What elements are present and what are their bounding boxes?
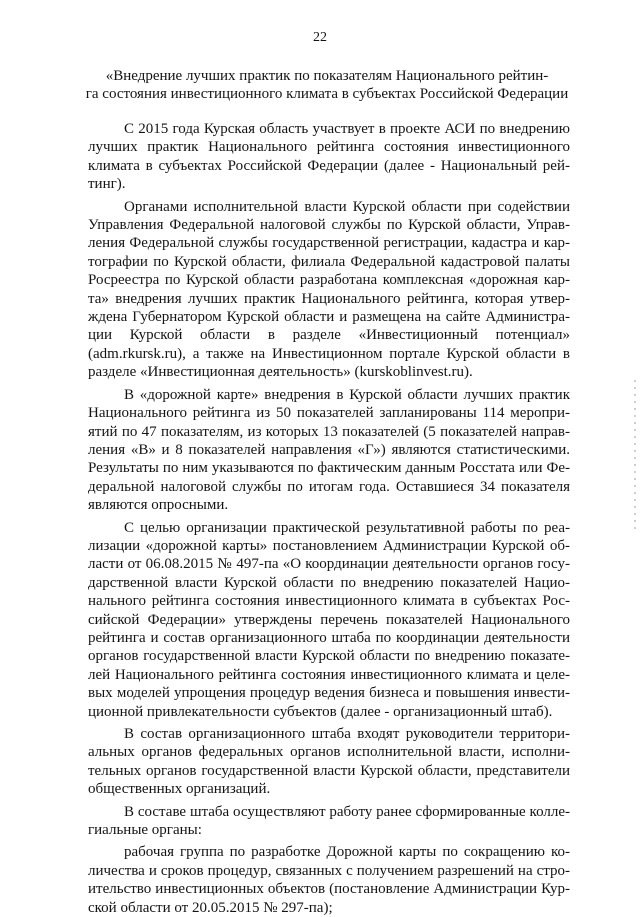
text-line: ции Курской области в разделе «Инвестиционный потенциал» [88,327,570,344]
paragraph [88,725,570,799]
paragraph [88,120,570,194]
title-line: «Внедрение лучших практик по показателям Национального рейтин- [105,68,549,84]
text-line: В состав организационного штаба входят руководители территори- [124,726,570,742]
text-line: С 2015 года Курская область участвует в проекте АСИ по внедрению [124,121,570,137]
text-line: лей Национального рейтинга состояния инвестиционного климата и целе- [88,666,570,683]
text-line: разделе «Инвестиционная деятельность» (kurskoblinvest.ru). [88,364,473,381]
text-line: дарственной власти Курской области по внедрению показателей Нацио- [88,574,570,591]
text-line: климата в субъектах Российской Федерации (далее - Национальный рей- [88,157,570,174]
text-line: ласти от 06.08.2015 № 497-па «О координации деятельности органов госу- [88,556,570,573]
text-line: тинг). [88,176,126,193]
text-line: ления Федеральной службы государственной регистрации, кадастра и кар- [88,235,570,252]
text-line: Росреестра по Курской области разработана комплексная «дорожная кар- [88,272,570,289]
text-line: гиальные органы: [88,822,202,839]
text-line: В составе штаба осуществляют работу ранее сформированные колле- [124,803,570,820]
text-line: лучших практик Национального рейтинга состояния инвестиционного [88,139,570,156]
text-line: ительство инвестиционных объектов (постановление Администрации Кур- [88,881,570,898]
text-line: нального рейтинга состояния инвестиционного климата в субъектах Рос- [88,593,570,610]
document-body [88,120,570,917]
text-line: рейтинга и состав организационного штаба по координации деятельности [88,629,570,646]
text-line: ления «В» и 8 показателей направления «Г») являются статистическими. [88,441,570,458]
scan-edge-mark [634,380,636,530]
paragraph [88,803,570,840]
text-line: Национального рейтинга из 50 показателей запланированы 114 меропри- [88,405,570,422]
text-line: вых моделей упрощения процедур ведения бизнеса и повышения инвести- [88,685,570,702]
text-line: деральной налоговой службы по итогам года. Оставшиеся 34 показателя [88,478,570,495]
section-title [72,67,582,103]
text-line: ционной привлекательности субъектов (далее - организационный штаб). [88,703,553,720]
text-line: сийской Федерации» утверждены перечень показателей Национального [88,611,570,628]
text-line: являются опросными. [88,497,229,514]
paragraph [88,843,570,917]
text-line: Органами исполнительной власти Курской области при содействии [124,198,570,215]
text-line: ждена Губернатором Курской области и размещена на сайте Администра- [88,309,570,326]
text-line: лизации «дорожной карты» постановлением Администрации Курской об- [88,537,570,554]
text-line: рабочая группа по разработке Дорожной карты по сокращению ко- [124,844,570,861]
paragraph [88,519,570,721]
text-line: ятий по 47 показателям, из которых 13 показателей (5 показателей направ- [88,423,570,440]
text-line: (adm.rkursk.ru), а также на Инвестиционном портале Курской области в [88,345,570,362]
text-line: тельных органов государственной власти Курской области, представители [88,762,570,779]
text-line: В «дорожной карте» внедрения в Курской области лучших практик [124,386,570,403]
paragraph [88,198,570,382]
text-line: общественных организаций. [88,781,271,798]
title-line: га состояния инвестиционного климата в субъектах Российской Федерации [85,86,569,102]
text-line: органов государственной власти Курской области по внедрению показате- [88,648,570,665]
text-line: тографии по Курской области, филиала Федеральной кадастровой палаты [88,253,570,270]
text-line: личества и сроков процедур, связанных с получением разрешений на стро- [88,862,570,879]
page-number: 22 [313,30,327,45]
text-line: ской области от 20.05.2015 № 297-па); [88,899,333,916]
text-line: С целью организации практической результативной работы по реа- [124,519,570,536]
paragraph [88,386,570,515]
text-line: Результаты по ним указываются по фактическим данным Росстата или Фе- [88,460,570,477]
text-line: та» внедрения лучших практик Национального рейтинга, которая утвер- [88,290,570,307]
text-line: альных органов федеральных органов исполнительной власти, исполни- [88,744,570,761]
text-line: Управления Федеральной налоговой службы по Курской области, Управ- [88,217,570,234]
